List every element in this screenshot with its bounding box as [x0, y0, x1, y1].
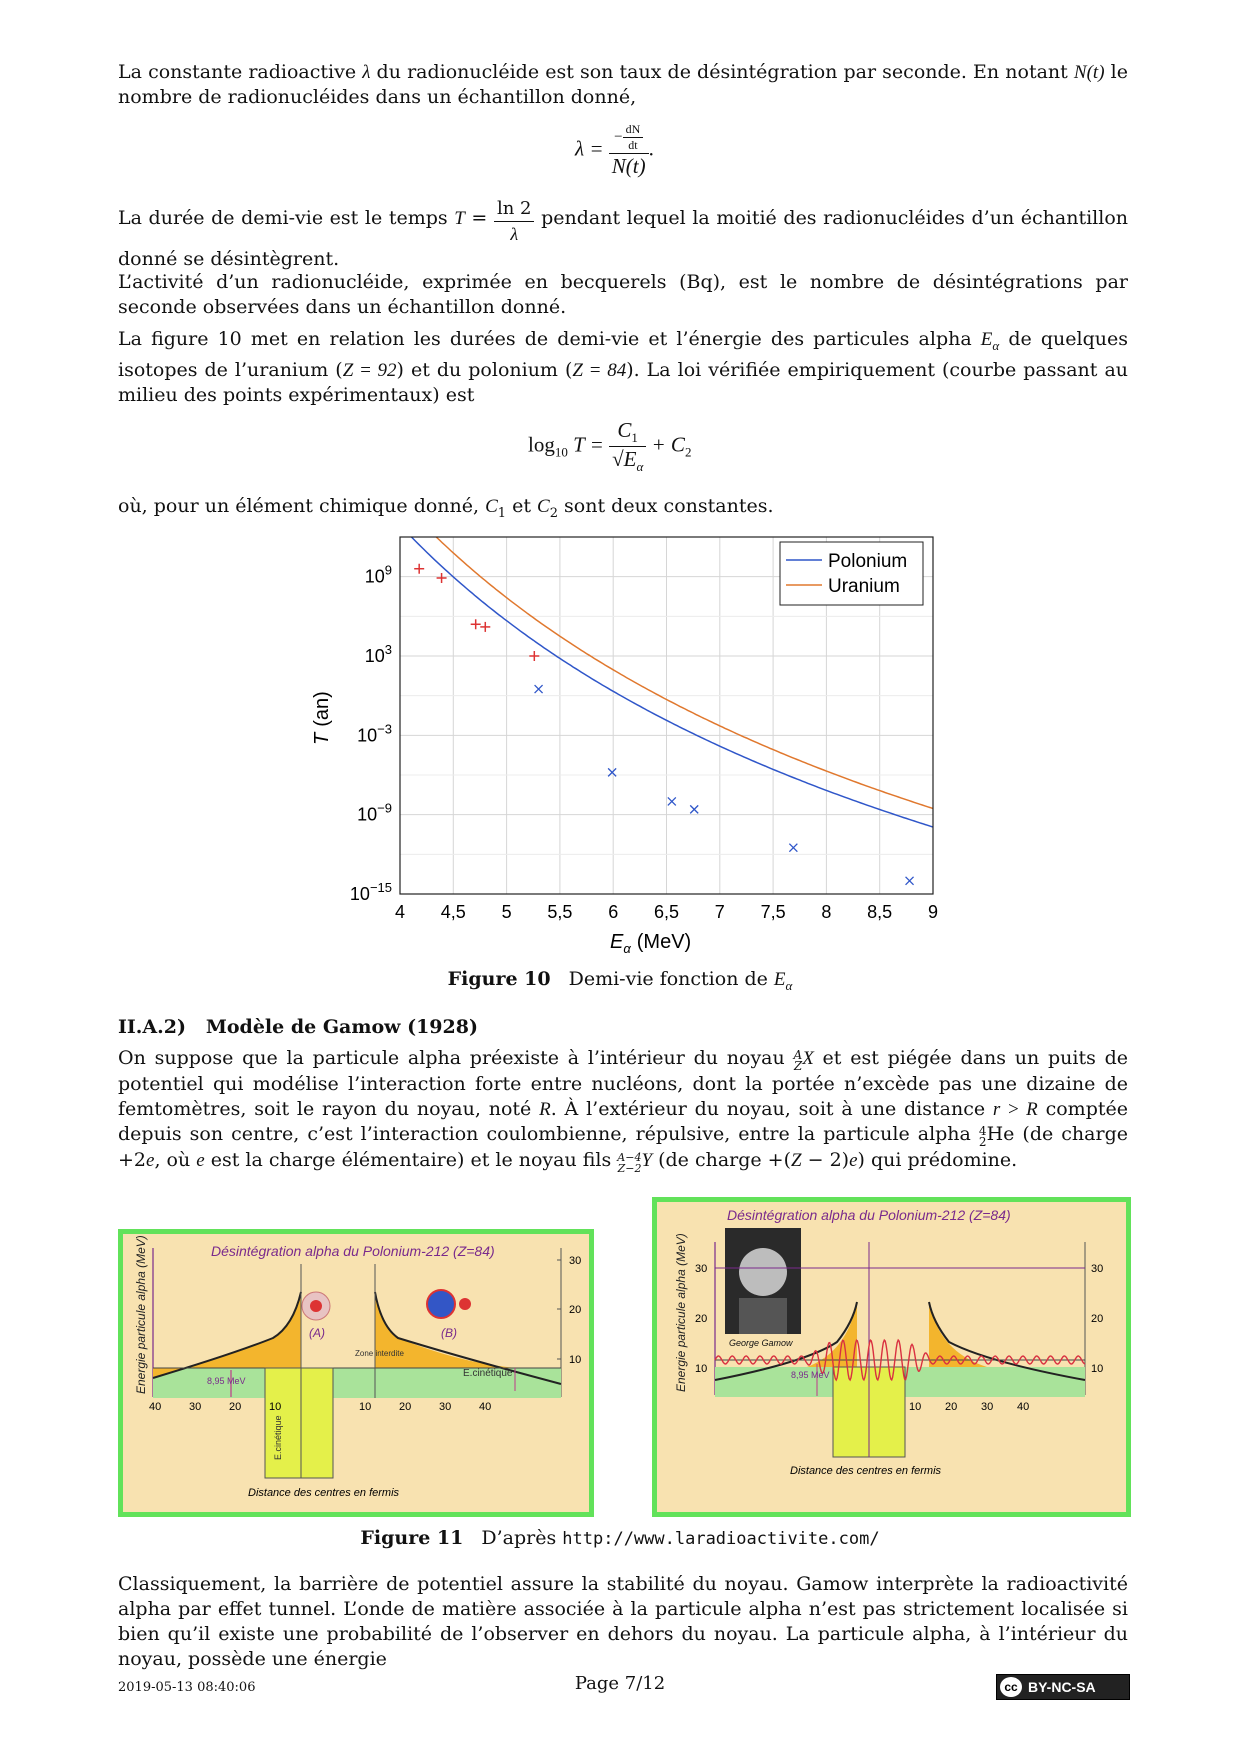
x-tick-label: 7,5: [760, 902, 786, 922]
marker-polonium: [535, 685, 543, 693]
svg-text:10: 10: [909, 1401, 922, 1413]
equation-geiger-nuttall: $\log_{10} T$ = $\frac{C_1}{√E_\alpha}$ + $C_2$: [528, 418, 692, 475]
x-tick-label: 6: [608, 902, 619, 922]
paragraph-activity: L’activité d’un radionucléide, exprimée en becquerels (Bq), est le nombre de désintégrations par seconde observées dans un échantillon donné.: [118, 271, 1128, 318]
kinetic-label-vertical: E.cinétique: [273, 1415, 283, 1460]
chart-legend: [780, 542, 923, 605]
paragraph-decay-constant: La constante radioactive λ du radionucléide est son taux de désintégration par seconde. En notant N(t) le nombre de radionucléides dans un échantillon donné,: [118, 61, 1128, 108]
equation-lambda: λ = − $\frac{dN}{dt}$ N(t) .: [575, 122, 654, 178]
svg-text:30: 30: [981, 1401, 994, 1413]
x-tick-label: 4,5: [440, 902, 466, 922]
panel-right-title: Désintégration alpha du Polonium-212 (Z=84): [727, 1207, 1011, 1223]
chart-markers: [414, 564, 913, 885]
paragraph-gamow-model: On suppose que la particule alpha préexiste à l’intérieur du noyau A ZX et est piégée dans un puits de potentiel qui modélise l’interaction forte entre nucléons, dont la portée n’excède pas une dizaine de femtomètres, soit le rayon du noyau, noté R. À l’extérieur du noyau, soit à une distance r > R comptée depuis son centre, c’est l’interaction coulombienne, répulsive, entre la particule alpha 4 2He (de charge +2e, où e est la charge élémentaire) et le noyau fils A−4 Z−2Y (de charge +(Z − 2)e) qui prédomine.: [118, 1047, 1129, 1175]
panel-left-title: Désintégration alpha du Polonium-212 (Z=84): [211, 1243, 495, 1259]
x-tick-label: 9: [927, 902, 939, 922]
photo-caption: George Gamow: [729, 1338, 793, 1348]
x-tick-labels: [395, 902, 938, 922]
figure10-caption: Figure 10 Demi-vie fonction de $E_\alpha$: [447, 968, 793, 993]
x-tick-label: 5: [501, 902, 512, 922]
panel-left-ylabel: Energie particule alpha (MeV): [134, 1235, 148, 1394]
svg-text:10: 10: [695, 1363, 708, 1375]
y-tick-label: $10^{-15}$: [349, 880, 392, 904]
marker-uranium: [437, 573, 447, 583]
paragraph-half-life: La durée de demi-vie est le temps T = $\frac{\ln 2}{\lambda}$ pendant lequel la moitié des radionucléides d’un échantillon donné se désintègrent.: [118, 198, 1129, 270]
svg-text:20: 20: [945, 1401, 958, 1413]
marker-polonium: [789, 844, 797, 852]
legend-label-uranium: Uranium: [828, 576, 900, 597]
svg-text:30: 30: [695, 1263, 708, 1275]
alpha-outside-icon: [459, 1298, 471, 1310]
label-a: (A): [309, 1326, 325, 1340]
gamow-panel-right: [652, 1197, 1131, 1517]
y-tick-label: $10^{-3}$: [357, 721, 392, 746]
marker-polonium: [668, 797, 676, 805]
marker-uranium: [414, 564, 424, 574]
label-b: (B): [441, 1326, 457, 1340]
marker-uranium: [480, 622, 490, 632]
footer-date: 2019-05-13 08:40:06: [118, 1680, 256, 1695]
gamow-panel-left: [118, 1229, 594, 1517]
svg-text:40: 40: [149, 1401, 162, 1413]
alpha-inside-icon: [310, 1300, 322, 1312]
x-tick-label: 6,5: [653, 902, 680, 922]
nucleus-b-icon: [427, 1290, 455, 1318]
right-tick-10: 10: [569, 1354, 582, 1366]
svg-text:10: 10: [269, 1401, 282, 1413]
panel-left-xlabel: Distance des centres en fermis: [248, 1487, 400, 1499]
panel-right-xlabel: Distance des centres en fermis: [790, 1465, 942, 1477]
svg-text:30: 30: [189, 1401, 202, 1413]
marker-uranium: [471, 619, 481, 629]
y-tick-labels: [350, 563, 392, 904]
y-tick-label: $10^3$: [364, 642, 392, 666]
svg-text:30: 30: [439, 1401, 452, 1413]
svg-text:20: 20: [695, 1313, 708, 1325]
forbidden-zone-label: Zone interdite: [355, 1349, 404, 1358]
panel-right-ylabel: Energie particule alpha (MeV): [674, 1233, 688, 1392]
svg-text:20: 20: [1091, 1313, 1104, 1325]
x-tick-label: 7: [714, 902, 725, 922]
svg-text:10: 10: [1091, 1363, 1104, 1375]
marker-polonium: [906, 877, 914, 885]
kinetic-label-right: E.cinétique: [463, 1368, 513, 1379]
half-life-chart: [0, 520, 1240, 960]
svg-text:10: 10: [359, 1401, 372, 1413]
source-link[interactable]: http://www.laradioactivite.com/: [562, 1529, 880, 1549]
svg-text:20: 20: [399, 1401, 412, 1413]
paragraph-figure10-intro: La figure 10 met en relation les durées de demi-vie et l’énergie des particules alpha $E_\alpha$ de quelques isotopes de l’uranium (Z = 92) et du polonium (Z = 84). La loi vérifiée empiriquement (courbe passant au milieu des points expérimentaux) est: [118, 328, 1129, 406]
svg-text:40: 40: [1017, 1401, 1030, 1413]
x-axis-label: $E_\alpha$ (MeV): [610, 931, 692, 956]
section-heading: II.A.2) Modèle de Gamow (1928): [118, 1016, 478, 1038]
figure11-caption: Figure 11 D’après http://www.laradioactivite.com/: [360, 1527, 880, 1549]
right-tick-30: 30: [569, 1255, 582, 1267]
energy-label-left: 8,95 MeV: [207, 1376, 246, 1386]
x-tick-label: 4: [394, 902, 406, 922]
footer-page: Page 7/12: [574, 1673, 666, 1694]
svg-text:40: 40: [479, 1401, 492, 1413]
energy-label-right: 8,95 MeV: [791, 1370, 830, 1380]
legend-label-polonium: Polonium: [828, 551, 908, 572]
svg-text:30: 30: [1091, 1263, 1104, 1275]
y-tick-label: $10^9$: [364, 562, 392, 587]
y-axis-label: T(an): [311, 691, 333, 745]
y-tick-label: $10^{-9}$: [357, 800, 392, 825]
paragraph-constants: où, pour un élément chimique donné, $C_1$ et $C_2$ sont deux constantes.: [118, 495, 774, 521]
gamow-diagram-right: [657, 1202, 1126, 1512]
marker-polonium: [690, 805, 698, 813]
x-tick-label: 8: [821, 902, 832, 922]
license-badge[interactable]: cc BY-NC-SA: [996, 1674, 1130, 1700]
marker-uranium: [529, 651, 539, 661]
right-tick-20: 20: [569, 1304, 582, 1316]
x-tick-label: 8,5: [867, 902, 893, 922]
svg-text:20: 20: [229, 1401, 242, 1413]
cc-icon: cc: [1000, 1677, 1022, 1697]
x-tick-label: 5,5: [547, 902, 573, 922]
gamow-diagram-left: [123, 1234, 589, 1512]
paragraph-tunnel-effect: Classiquement, la barrière de potentiel assure la stabilité du noyau. Gamow interprète la radioactivité alpha par effet tunnel. L’onde de matière associée à la particule alpha n’est pas strictement localisée si bien qu’il existe une probabilité de l’observer en dehors du noyau. La particule alpha, à l’intérieur du noyau, possède une énergie: [118, 1573, 1128, 1670]
